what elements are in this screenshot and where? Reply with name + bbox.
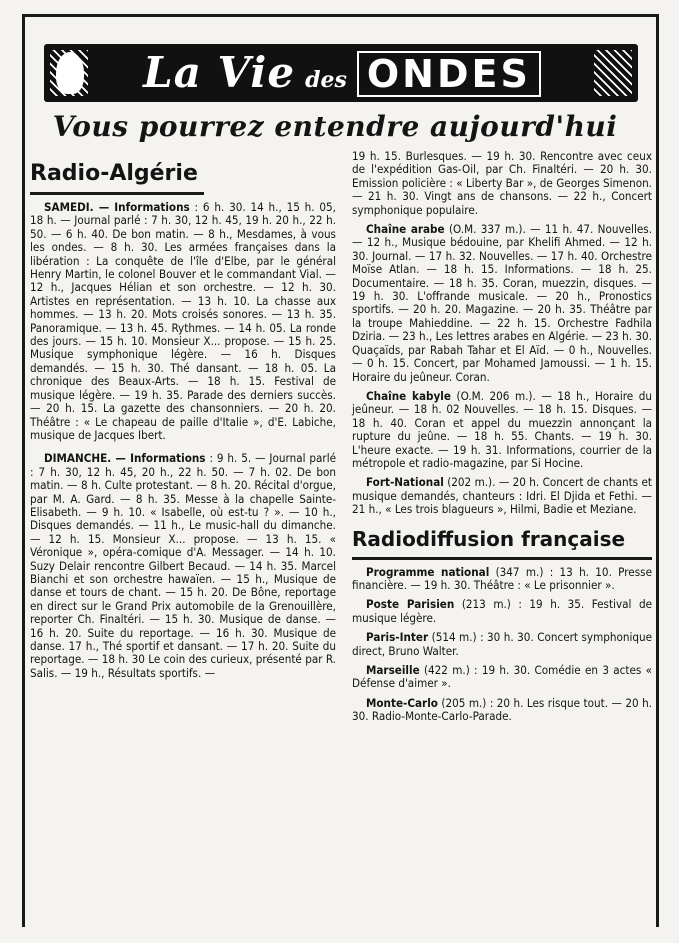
masthead-part-3: ONDES — [357, 51, 541, 97]
section-title-radiodiffusion-francaise: Radiodiffusion française — [352, 525, 652, 560]
masthead-banner — [44, 44, 638, 102]
chaine-arabe-program — [352, 223, 652, 384]
samedi-label: SAMEDI. — Informations — [44, 200, 190, 214]
marseille-label: Marseille — [366, 663, 420, 677]
paris-inter — [352, 631, 652, 658]
marseille-text: (422 m.) : 19 h. 30. Comédie en 3 actes « Défense d'aimer ». — [352, 663, 652, 691]
continued-program: 19 h. 15. Burlesques. — 19 h. 30. Rencontre avec ceux de l'expédition Gas-Oil, par Ch. Finaltéri. — 20 h. 30. Emission policière : « Liberty Bar », de Georges Simenon. — 21 h. 30. Vingt ans de chansons. — 22 h., Concert symphonique populaire. — [352, 149, 652, 217]
paris-inter-label: Paris-Inter — [366, 630, 429, 645]
chaine-arabe-label: Chaîne arabe — [366, 222, 445, 237]
samedi-text: : 6 h. 30. 14 h., 15 h. 05, 18 h. — Journal parlé : 7 h. 30, 12 h. 45, 19 h. 20 h., 22 h. 50. — 6 h. 40. De bon matin. — 8 h., Mesdames, à vous les ondes. — 8 h. 30. Les armées françaises dans la libération : La conquête de l'île d'Elbe, par le général Henry Martin, le colonel Bouver et le commandant Vial. — 12 h., Jacques Hélian et son orchestre. — 12 h. 30. Artistes en représentation. — 13 h. 10. La chasse aux hommes. — 13 h. 20. Mots croisés sonores. — 13 h. 35. Panoramique. — 13 h. 45. Rythmes. — 14 h. 05. La ronde des jours. — 15 h. 10. Monsieur X... propose. — 15 h. 25. Musique symphonique légère. — 16 h. Disques demandés. — 15 h. 30. Thé dansant. — 18 h. 05. La chronique des Beaux-Arts. — 18 h. 15. Festival de musique légère. — 19 h. 35. Parade des derniers succès. — 20 h. 15. La gazette des chansonniers. — 20 h. 20. Théâtre : « Le chapeau de paille d'Italie », d'E. Labiche, musique de Jacques Ibert. — [30, 200, 336, 442]
masthead-part-1: La Vie — [143, 48, 296, 97]
masthead-title — [96, 48, 588, 98]
dimanche-text: : 9 h. 5. — Journal parlé : 7 h. 30, 12 h. 45, 20 h., 22 h. 50. — 7 h. 02. De bon matin. — 8 h. Culte protestant. — 8 h. 20. Récital d'orgue, par M. A. Gard. — 8 h. 35. Messe à la chapelle Sainte-Elisabeth. — 9 h. 10. « Isabelle, où est-tu ? ». — 10 h., Disques demandés. — 11 h., Le music-hall du dimanche. — 12 h. 15. Monsieur X... propose. — 13 h. 15. « Véronique », opéra-comique d'A. Messager. — 14 h. 10. Suzy Delair rencontre Gilbert Becaud. — 14 h. 35. Marcel Bianchi et son orchestre hawaïen. — 15 h., Musique de danse et tours de chant. — 15 h. 20. De Bône, reportage en direct sur le Grand Prix automobile de la Grenouillère, reporter Ch. Finaltéri. — 15 h. 30. Musique de danse. — 16 h. 20. Suite du reportage. — 16 h. 30. Musique de danse. 17 h., Thé sportif et dansant. — 17 h. 20. Suite du reportage. — 18 h. 30 Le coin des curieux, présenté par R. Salis. — 19 h., Résultats sportifs. — — [30, 451, 337, 680]
headline: Vous pourrez entendre aujourd'hui — [52, 110, 618, 143]
poste-parisien — [352, 598, 652, 625]
right-column — [352, 150, 652, 730]
fort-national-text: (202 m.). — 20 h. Concert de chants et musique demandés, chanteurs : Idri. El Djida et Fethi. — 21 h., « Les trois blagueurs », Hilmi, Badie et Meziane. — [352, 475, 652, 517]
section-title-radio-algerie: Radio-Algérie — [30, 160, 204, 195]
masthead-part-2: des — [305, 67, 347, 93]
programme-national-text: (347 m.) : 13 h. 10. Presse financière. — 19 h. 30. Théâtre : « Le prisonnier ». — [352, 564, 652, 592]
monte-carlo-label: Monte-Carlo — [366, 695, 438, 710]
chaine-arabe-text: (O.M. 337 m.). — 11 h. 47. Nouvelles. — 12 h., Musique bédouine, par Khelifi Ahmed. — 12 h. 30. Journal. — 17 h. 32. Nouvelles. — 17 h. 40. Orchestre Moïse Atlan. — 18 h. 15. Informations. — 18 h. 25. Documentaire. — 18 h. 35. Coran, muezzin, disques. — 19 h. 30. L'offrande musicale. — 20 h., Pronostics sportifs. — 20 h. 20. Magazine. — 20 h. 35. Théâtre par la troupe Mahieddine. — 22 h. 15. Orchestre Fadhila Dziria. — 23 h., Les lettres arabes en Algérie. — 23 h. 30. Quaçaïds, par Rabah Tahar et El Aïd. — 0 h., Nouvelles. — 0 h. 15. Concert, par Mohamed Jamoussi. — 1 h. 15. Horaire du jeûneur. Coran. — [352, 222, 653, 384]
programme-national — [352, 566, 652, 593]
paris-inter-text: (514 m.) : 30 h. 30. Concert symphonique direct, Bruno Walter. — [352, 630, 653, 658]
chaine-kabyle-label: Chaîne kabyle — [366, 388, 451, 403]
samedi-program — [30, 201, 336, 442]
programme-national-label: Programme national — [366, 564, 490, 579]
marseille — [352, 664, 652, 691]
chaine-kabyle-program — [352, 390, 652, 470]
banner-right-ornament — [594, 50, 632, 96]
fort-national-program — [352, 476, 652, 516]
chaine-kabyle-text: (O.M. 206 m.). — 18 h., Horaire du jeûneur. — 18 h. 02 Nouvelles. — 18 h. 15. Disques. — 18 h. 40. Coran et appel du muezzin annonçant la rupture du jeûne. — 18 h. 55. Chants. — 19 h. 30. L'heure exacte. — 19 h. 31. Informations, courrier de la métropole et radio-magazine, par Si Hocine. — [352, 388, 652, 470]
dimanche-program — [30, 452, 336, 680]
poste-parisien-label: Poste Parisien — [366, 597, 455, 612]
fort-national-label: Fort-National — [366, 475, 444, 490]
monte-carlo — [352, 697, 652, 724]
mascot-icon — [56, 52, 84, 94]
poste-parisien-text: (213 m.) : 19 h. 35. Festival de musique légère. — [352, 597, 652, 625]
left-column — [30, 160, 336, 686]
dimanche-label: DIMANCHE. — Informations — [44, 451, 206, 466]
monte-carlo-text: (205 m.) : 20 h. Les risque tout. — 20 h. 30. Radio-Monte-Carlo-Parade. — [352, 695, 652, 724]
